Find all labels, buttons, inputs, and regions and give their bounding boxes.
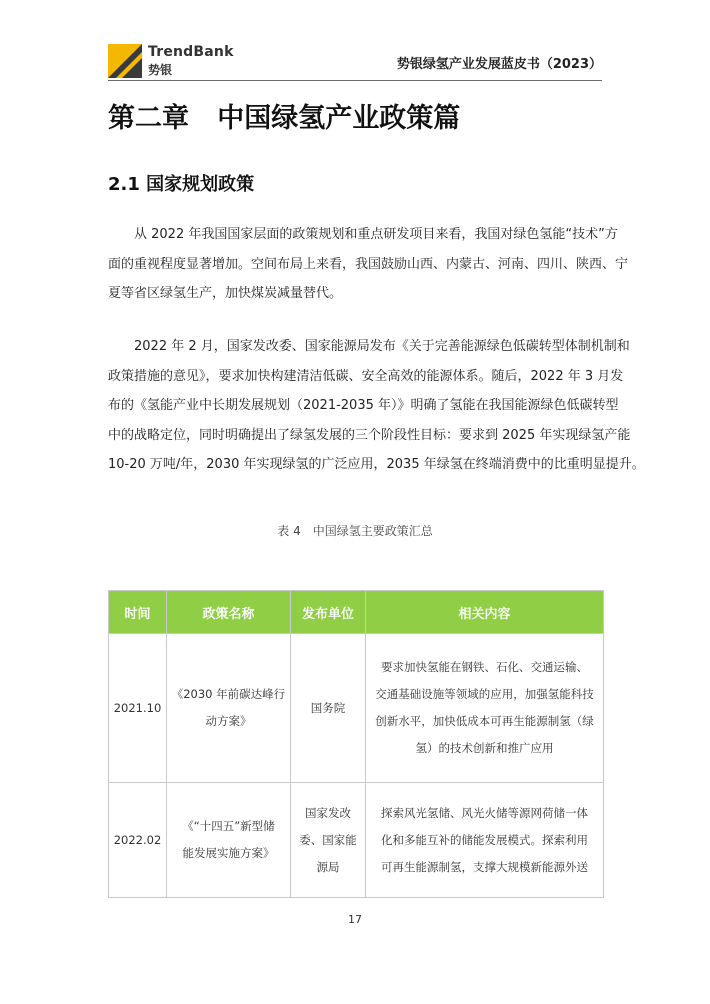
paragraph-line: 政策措施的意见》，要求加快构建清洁低碳、安全高效的能源体系。随后，2022 年 3 月发 — [108, 368, 624, 384]
cell-line: 可再生能源制氢，支撑大规模新能源外送 — [381, 859, 588, 874]
cell-line: 源局 — [316, 859, 340, 874]
cell-time: 2022.02 — [109, 783, 167, 898]
cell-line: 氢）的技术创新和推广应用 — [415, 741, 554, 755]
cell-issuer — [290, 783, 365, 898]
logo-text-chinese: 势银 — [148, 63, 173, 77]
paragraph-line: 布的《氢能产业中长期发展规划（2021-2035 年）》明确了氢能在我国能源绿色低碳转型 — [108, 398, 619, 413]
cell-line: 能发展实施方案》 — [182, 846, 275, 860]
cell-line: 《“十四五”新型储 — [182, 819, 275, 833]
cell-line: 国务院 — [310, 700, 346, 715]
section-title: 2.1 国家规划政策 — [108, 174, 255, 195]
cell-policy-name — [166, 634, 290, 783]
cell-line: 化和多能互补的储能发展模式。探索利用 — [381, 832, 588, 847]
column-header-policy-name: 政策名称 — [166, 591, 290, 634]
column-header-time: 时间 — [109, 591, 167, 634]
cell-line: 动方案》 — [205, 714, 252, 728]
trendbank-logo-icon — [108, 44, 142, 78]
cell-issuer — [290, 634, 365, 783]
policy-table — [108, 590, 604, 898]
paragraph — [108, 220, 629, 309]
chapter-title: 第二章 中国绿氢产业政策篇 — [108, 103, 461, 134]
table-row — [109, 783, 604, 898]
paragraph-line: 夏等省区绿氢生产，加快煤炭减量替代。 — [108, 286, 343, 301]
header-divider — [108, 80, 602, 81]
paragraph-line: 从 2022 年我国国家层面的政策规划和重点研发项目来看，我国对绿色氢能“技术”方 — [108, 227, 618, 242]
cell-line: 要求加快氢能在钢铁、石化、交通运输、 — [381, 660, 588, 674]
page-number: 17 — [348, 913, 362, 926]
cell-line: 国家发改 — [304, 805, 351, 820]
cell-content — [366, 783, 604, 898]
paragraph-line: 2022 年 2 月，国家发改委、国家能源局发布《关于完善能源绿色低碳转型体制机制和 — [108, 339, 630, 354]
table-row — [109, 634, 604, 783]
paragraph — [108, 332, 645, 480]
table-caption: 表 4 中国绿氢主要政策汇总 — [277, 524, 433, 538]
paragraph-line: 面的重视程度显著增加。空间布局上来看，我国鼓励山西、内蒙古、河南、四川、陕西、宁 — [108, 256, 629, 272]
paragraph-line: 10-20 万吨/年，2030 年实现绿氢的广泛应用，2035 年绿氢在终端消费中的比重明显提升。 — [108, 457, 645, 472]
paragraph-line: 中的战略定位，同时明确提出了绿氢发展的三个阶段性目标：要求到 2025 年实现绿氢产能 — [108, 427, 631, 443]
logo-text: TrendBank — [148, 44, 234, 60]
cell-policy-name — [166, 783, 290, 898]
cell-content — [366, 634, 604, 783]
cell-line: 委、国家能 — [299, 832, 357, 847]
column-header-content: 相关内容 — [366, 591, 604, 634]
table-header-row — [109, 591, 604, 634]
column-header-issuer: 发布单位 — [290, 591, 365, 634]
page-header — [108, 42, 602, 80]
cell-line: 创新水平，加快低成本可再生能源制氢（绿 — [375, 714, 594, 728]
cell-time: 2021.10 — [109, 634, 167, 783]
cell-line: 探索风光氢储、风光火储等源网荷储一体 — [381, 805, 588, 820]
report-title: 势银绿氢产业发展蓝皮书（2023） — [396, 57, 602, 72]
cell-line: 交通基础设施等领域的应用，加强氢能科技 — [375, 687, 594, 701]
cell-line: 《2030 年前碳达峰行 — [171, 687, 286, 701]
